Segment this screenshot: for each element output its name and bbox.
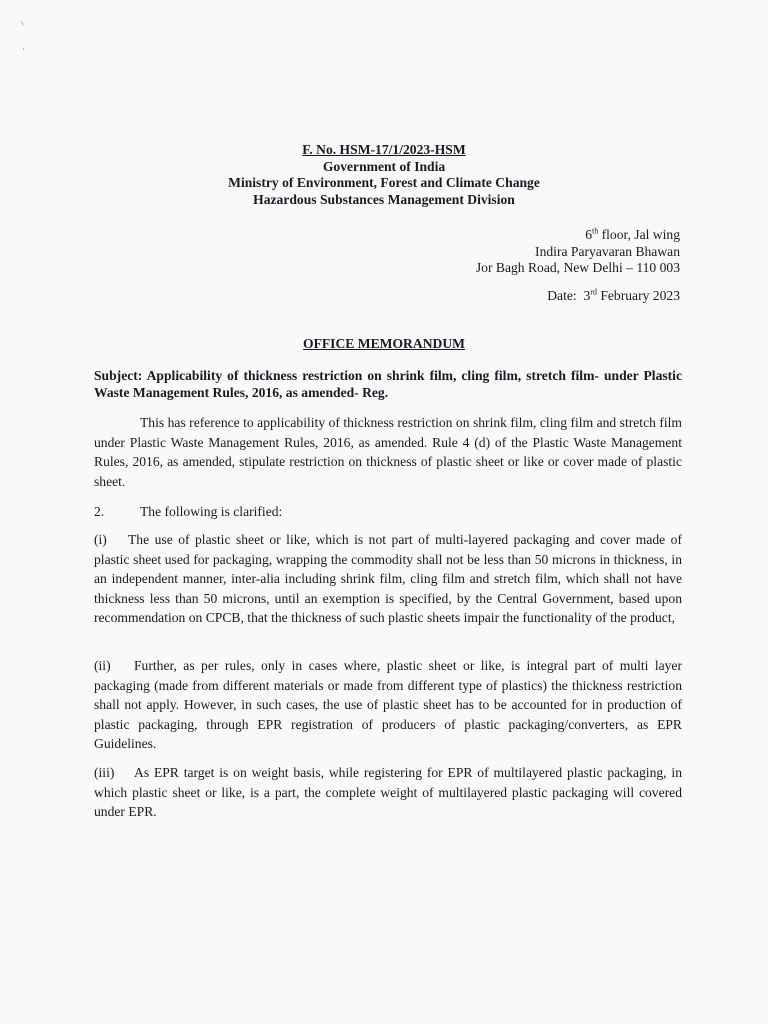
clause-number: (iii) xyxy=(94,765,115,780)
scan-mark: ⸜ xyxy=(20,16,25,26)
date-label: Date: xyxy=(547,288,577,303)
ministry-line: Ministry of Environment, Forest and Climate Change xyxy=(228,175,540,190)
memo-date: Date: 3rd February 2023 xyxy=(547,287,680,303)
file-number: F. No. HSM-17/1/2023-HSM xyxy=(302,142,466,157)
paragraph-number: 2. xyxy=(94,504,105,519)
address-road: Jor Bagh Road, New Delhi – 110 003 xyxy=(475,260,680,275)
address-building: Indira Paryavaran Bhawan xyxy=(535,243,680,259)
subject-line: Subject: Applicability of thickness restriction on shrink film, cling film, stretch film- under Plastic Waste Management Rules, 2016, as amended- Reg. xyxy=(94,368,682,400)
scan-mark: · xyxy=(22,44,25,54)
paragraph-2: 2. The following is clarified: xyxy=(94,502,682,522)
government-line: Government of India xyxy=(322,158,446,174)
address-floor: 6th floor, Jal wing xyxy=(585,226,680,242)
clause-iii: (iii) As EPR target is on weight basis, while registering for EPR of multilayered plastic packaging, in which plastic sheet or like, is a part, the complete weight of multilayered plastic packaging will covered under EPR. xyxy=(94,765,682,819)
office-address xyxy=(476,227,680,277)
intro-paragraph: This has reference to applicability of thickness restriction on shrink film, cling film and stretch film under Plastic Waste Management Rules, 2016, as amended. Rule 4 (d) of the Plastic Waste Management Rules, 2016, as amended, stipulate restriction on thickness of plastic sheet or like or cover made of plastic sheet. xyxy=(94,415,682,489)
clause-ii: (ii) Further, as per rules, only in cases where, plastic sheet or like, is integral part of multi layer packaging (made from different materials or made from different type of plastics) the thickness restriction shall not apply. However, in such cases, the use of plastic sheet has to be accounted for in production of plastic packaging, through EPR registration of producers of plastic packaging/converters, as EPR Guidelines. xyxy=(94,658,682,751)
letterhead xyxy=(0,142,768,208)
clause-number: (i) xyxy=(94,532,107,547)
clause-number: (ii) xyxy=(94,658,111,673)
memo-title: OFFICE MEMORANDUM xyxy=(303,336,465,351)
clause-i: (i) The use of plastic sheet or like, which is not part of multi-layered packaging and cover made of plastic sheet used for packaging, wrapping the commodity shall not be less than 50 microns in thickness, in an independent manner, inter-alia including shrink film, cling film and stretch film, which shall not have thickness less than 50 microns, until an exemption is specified, by the Central Government, based upon recommendation on CPCB, that the thickness of such plastic sheets impair the functionality of the product, xyxy=(94,532,682,625)
division-line: Hazardous Substances Management Division xyxy=(253,191,515,207)
